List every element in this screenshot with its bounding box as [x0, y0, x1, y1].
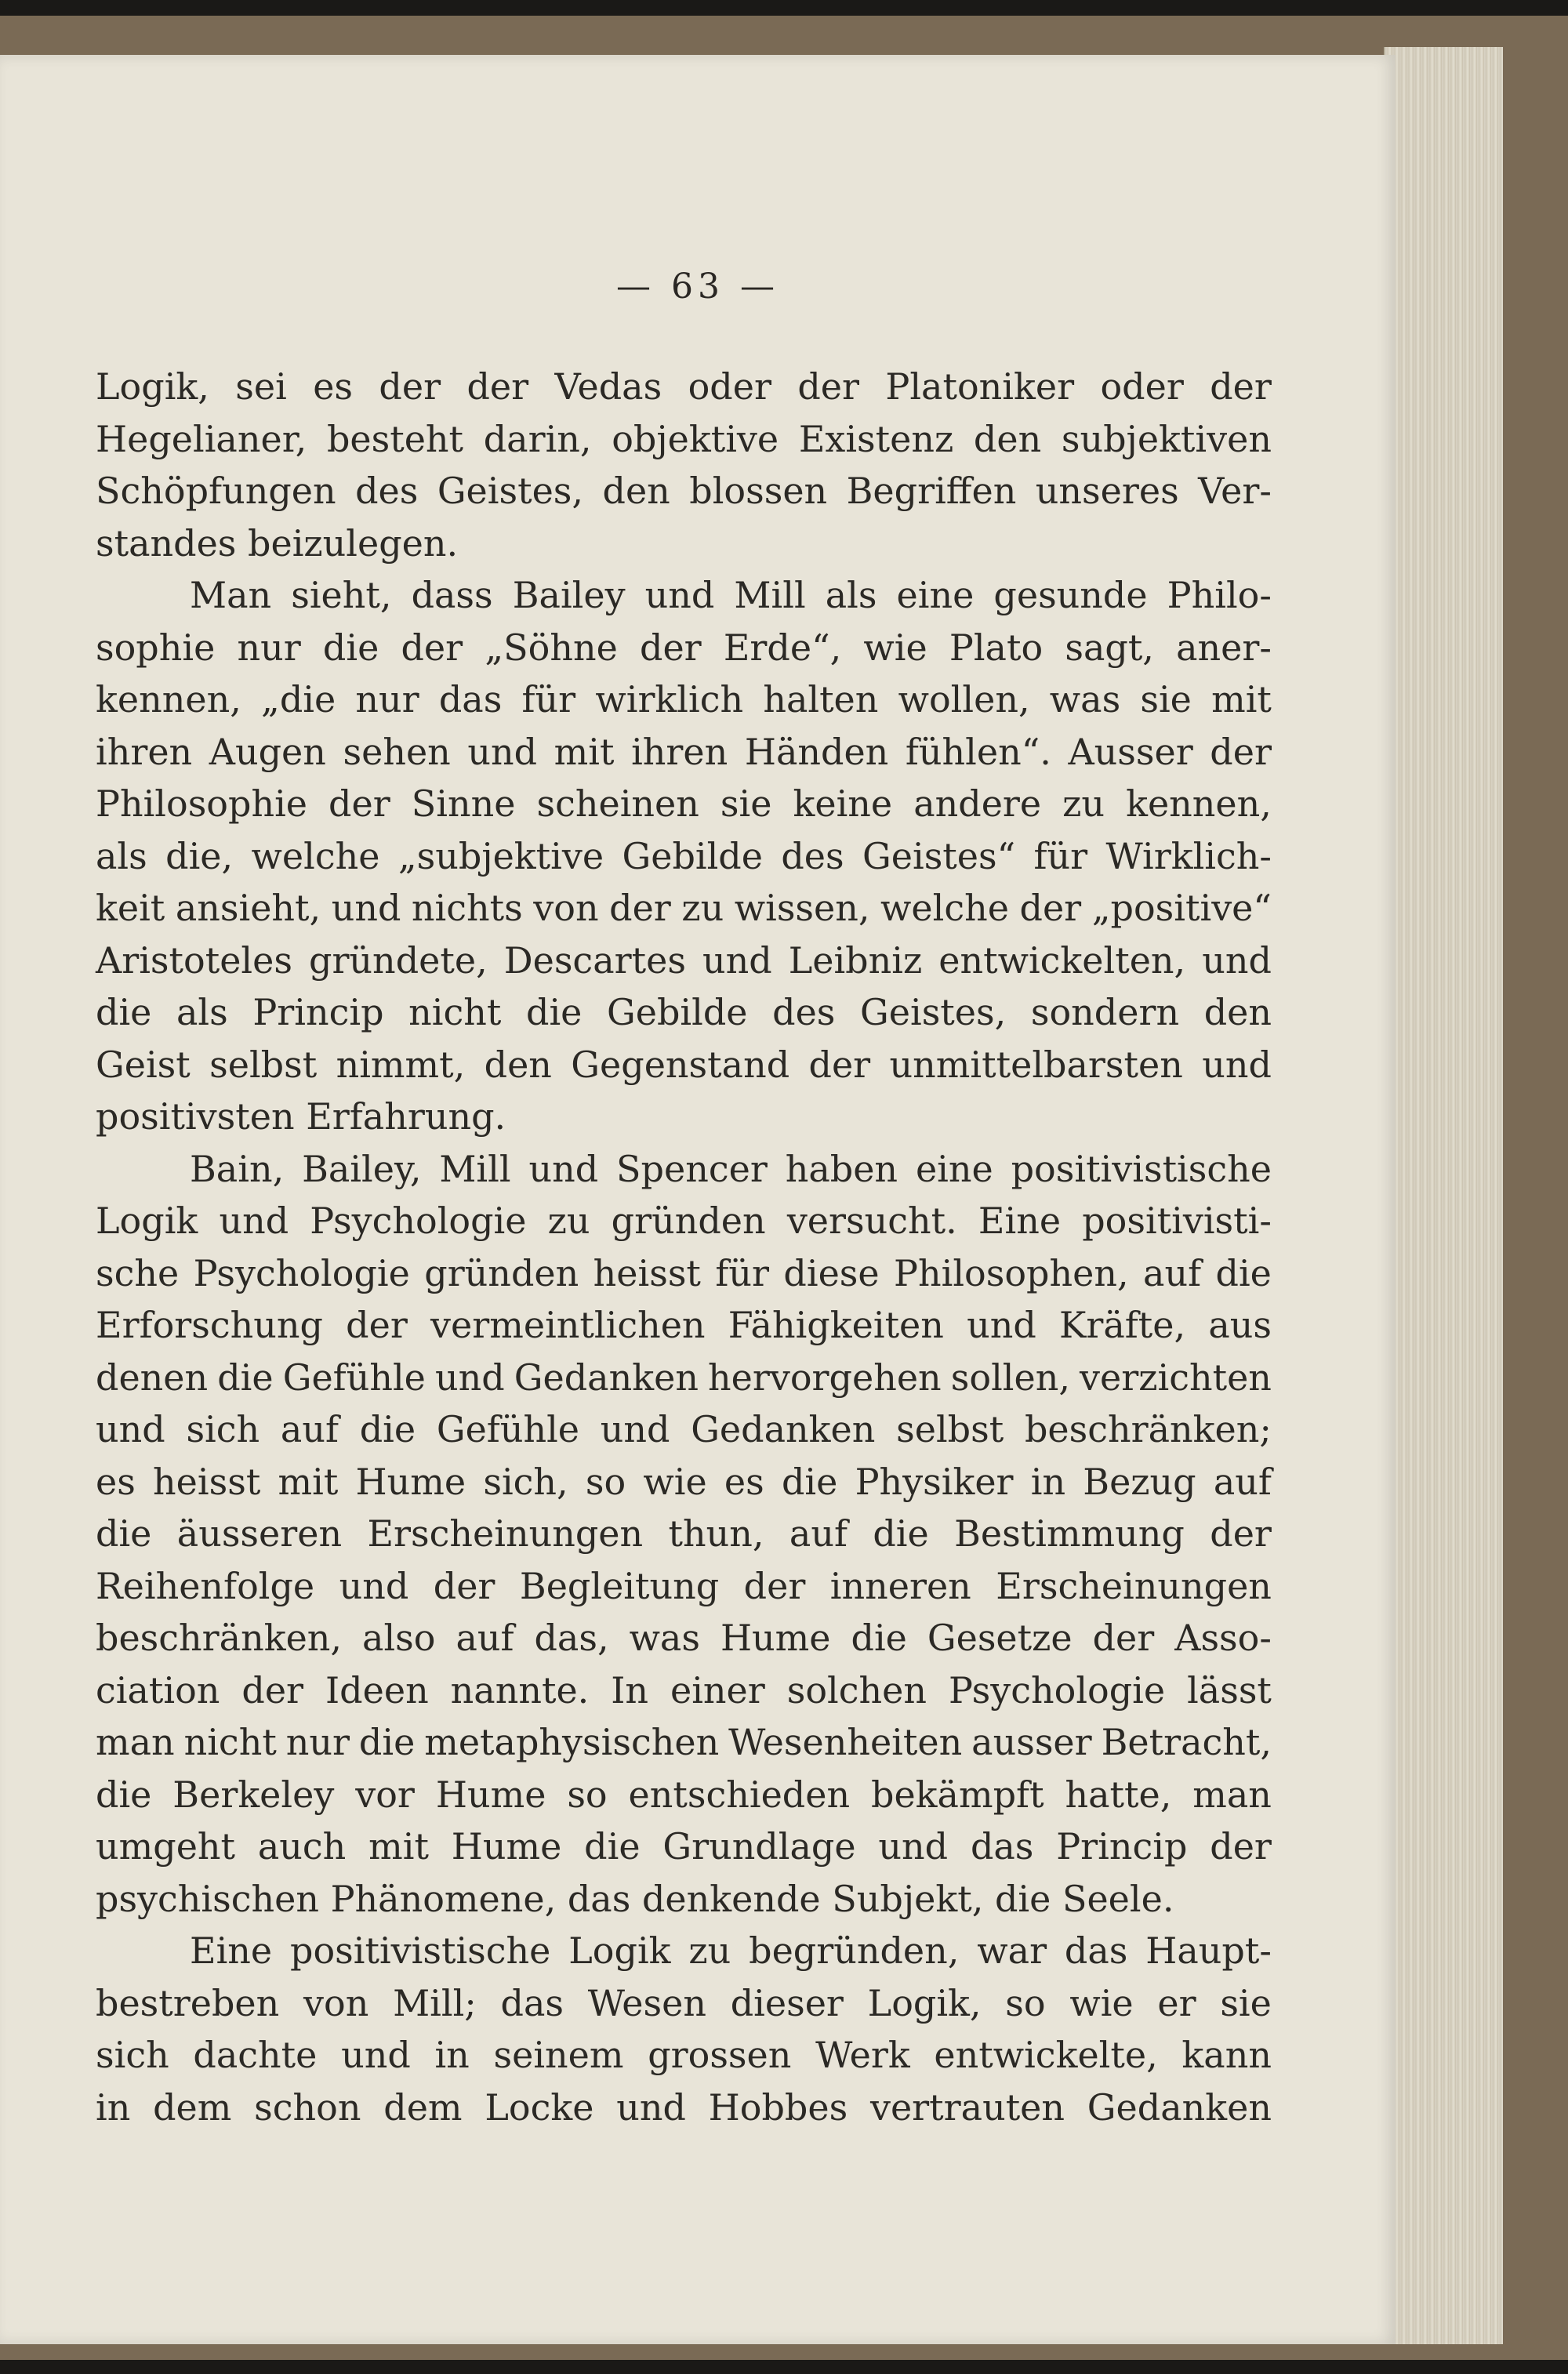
text-line: Reihenfolge und der Begleitung der inneren Erscheinungen: [96, 1564, 1272, 1607]
text-line: die Berkeley vor Hume so entschieden bekämpft hatte, man: [96, 1773, 1272, 1816]
text-line: Hegelianer, besteht darin, objektive Existenz den subjektiven: [96, 417, 1272, 460]
text-line: bestreben von Mill; das Wesen dieser Logik, so wie er sie: [96, 1981, 1272, 2024]
text-line: Philosophie der Sinne scheinen sie keine andere zu kennen,: [96, 782, 1272, 825]
text-line: standes beizulegen.: [96, 521, 459, 564]
text-line: als die, welche „subjektive Gebilde des Geistes“ für Wirklich-: [96, 834, 1272, 877]
text-line: psychischen Phänomene, das denkende Subjekt, die Seele.: [96, 1877, 1174, 1920]
text-line: beschränken, also auf das, was Hume die Gesetze der Asso-: [96, 1617, 1272, 1659]
text-line: Schöpfungen des Geistes, den blossen Begriffen unseres Ver-: [96, 470, 1272, 512]
text-line: und sich auf die Gefühle und Gedanken selbst beschränken;: [96, 1408, 1272, 1450]
text-line: Bain, Bailey, Mill und Spencer haben eine positivistische: [190, 1147, 1272, 1190]
text-line: Eine positivistische Logik zu begründen, war das Haupt-: [190, 1929, 1272, 1972]
paragraph: [96, 569, 1272, 1143]
text-line: man nicht nur die metaphysischen Wesenheiten ausser Betracht,: [96, 1721, 1272, 1763]
paragraph: [96, 1143, 1272, 1926]
text-line: sophie nur die der „Söhne der Erde“, wie Plato sagt, aner-: [96, 626, 1272, 669]
text-line: Man sieht, dass Bailey und Mill als eine gesunde Philo-: [190, 574, 1272, 616]
text-line: Aristoteles gründete, Descartes und Leibniz entwickelten, und: [96, 938, 1272, 982]
text-line: Geist selbst nimmt, den Gegenstand der unmittelbarsten und: [96, 1043, 1272, 1086]
paragraph: [96, 1925, 1272, 2133]
text-line: sich dachte und in seinem grossen Werk entwickelte, kann: [96, 2034, 1272, 2076]
page-number: — 63 —: [616, 267, 779, 307]
book-page: [0, 55, 1396, 2344]
text-line: ihren Augen sehen und mit ihren Händen fühlen“. Ausser der: [96, 730, 1272, 773]
text-line: die als Princip nicht die Gebilde des Geistes, sondern den: [96, 991, 1272, 1033]
body-text: [96, 361, 1272, 2133]
text-line: es heisst mit Hume sich, so wie es die Physiker in Bezug auf: [96, 1460, 1272, 1503]
text-line: kennen, „die nur das für wirklich halten wollen, was sie mit: [96, 678, 1272, 721]
text-line: denen die Gefühle und Gedanken hervorgehen sollen, verzichten: [96, 1356, 1272, 1399]
text-line: keit ansieht, und nichts von der zu wissen, welche der „positive“: [96, 887, 1272, 929]
page-edges: [1384, 47, 1503, 2344]
text-line: sche Psychologie gründen heisst für diese Philosophen, auf die: [96, 1251, 1272, 1294]
text-line: positivsten Erfahrung.: [96, 1095, 506, 1138]
text-line: umgeht auch mit Hume die Grundlage und das Princip der: [96, 1825, 1272, 1868]
paragraph: [96, 361, 1272, 569]
text-line: ciation der Ideen nannte. In einer solchen Psychologie lässt: [96, 1668, 1272, 1712]
text-line: die äusseren Erscheinungen thun, auf die Bestimmung der: [96, 1512, 1272, 1555]
text-line: Erforschung der vermeintlichen Fähigkeiten und Kräfte, aus: [96, 1304, 1272, 1346]
text-line: Logik und Psychologie zu gründen versucht. Eine positivisti-: [96, 1200, 1272, 1242]
text-line: in dem schon dem Locke und Hobbes vertrauten Gedanken: [96, 2085, 1272, 2129]
text-line: Logik, sei es der der Vedas oder der Platoniker oder der: [96, 365, 1272, 408]
